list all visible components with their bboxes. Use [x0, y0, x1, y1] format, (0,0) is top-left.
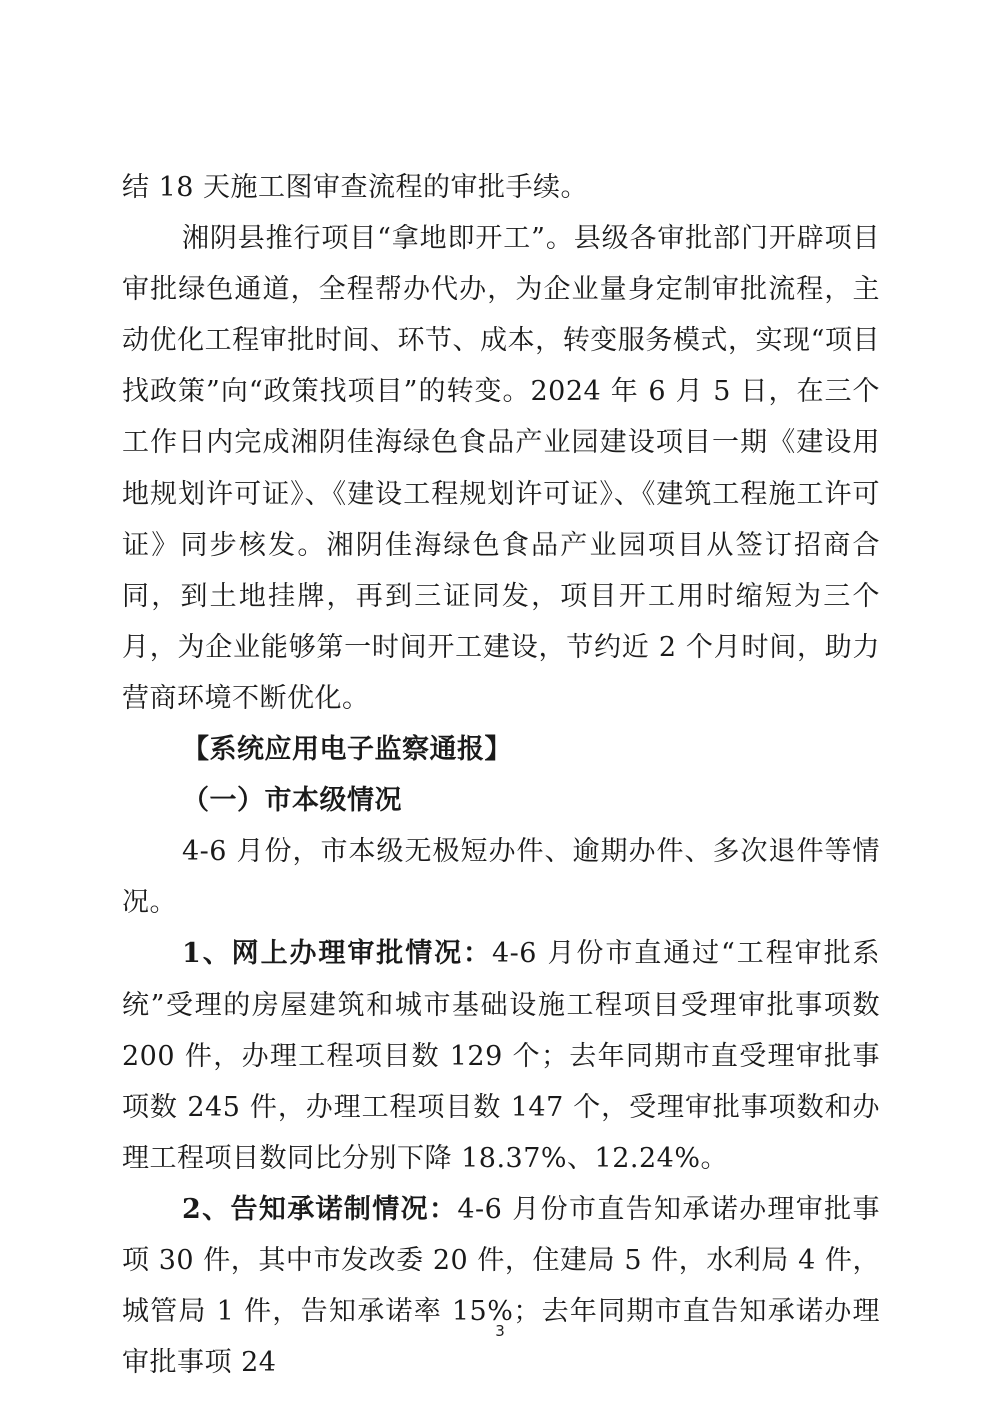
item-text-commitment: 4-6 月份市直告知承诺办理审批事项 30 件，其中市发改委 20 件，住建局 5 件，水利局 4 件，城管局 1 件，告知承诺率 15%；去年同期市直告知承诺办理审批事项 24: [122, 1193, 880, 1379]
item-text-online: 4-6 月份市直通过“工程审批系统”受理的房屋建筑和城市基础设施工程项目受理审批事项数 200 件，办理工程项目数 129 个；去年同期市直受理审批事项数 245 件，办理工程项目数 147 个，受理审批事项数和办理工程项目数同比分别下降 18.37%、12.24%。: [122, 938, 880, 1174]
paragraph-summary: 4-6 月份，市本级无极短办件、逾期办件、多次退件等情况。: [122, 836, 880, 919]
subsection-heading: （一）市本级情况: [182, 785, 402, 817]
item-label-online: 1、网上办理审批情况：: [182, 938, 492, 970]
paragraph-xiangyin: 湘阴县推行项目“拿地即开工”。县级各审批部门开辟项目审批绿色通道，全程帮办代办，为企业量身定制审批流程，主动优化工程审批时间、环节、成本，转变服务模式，实现“项目找政策”向“政策找项目”的转变。2024 年 6 月 5 日，在三个工作日内完成湘阴佳海绿色食品产业园建设项目一期《建设用地规划许可证》、《建设工程规划许可证》、《建筑工程施工许可证》同步核发。湘阴佳海绿色食品产业园项目从签订招商合同，到土地挂牌，再到三证同发，项目开工用时缩短为三个月，为企业能够第一时间开工建设，节约近 2 个月时间，助力营商环境不断优化。: [122, 223, 880, 714]
item-label-commitment: 2、告知承诺制情况：: [182, 1193, 458, 1225]
body-text: [122, 162, 880, 1388]
paragraph-continuation: 结 18 天施工图审查流程的审批手续。: [122, 172, 589, 203]
section-heading: 【系统应用电子监察通报】: [182, 734, 512, 766]
paragraph-commitment: [122, 1184, 880, 1388]
paragraph-online-approval: [122, 928, 880, 1183]
page-number: 3: [495, 1322, 505, 1340]
